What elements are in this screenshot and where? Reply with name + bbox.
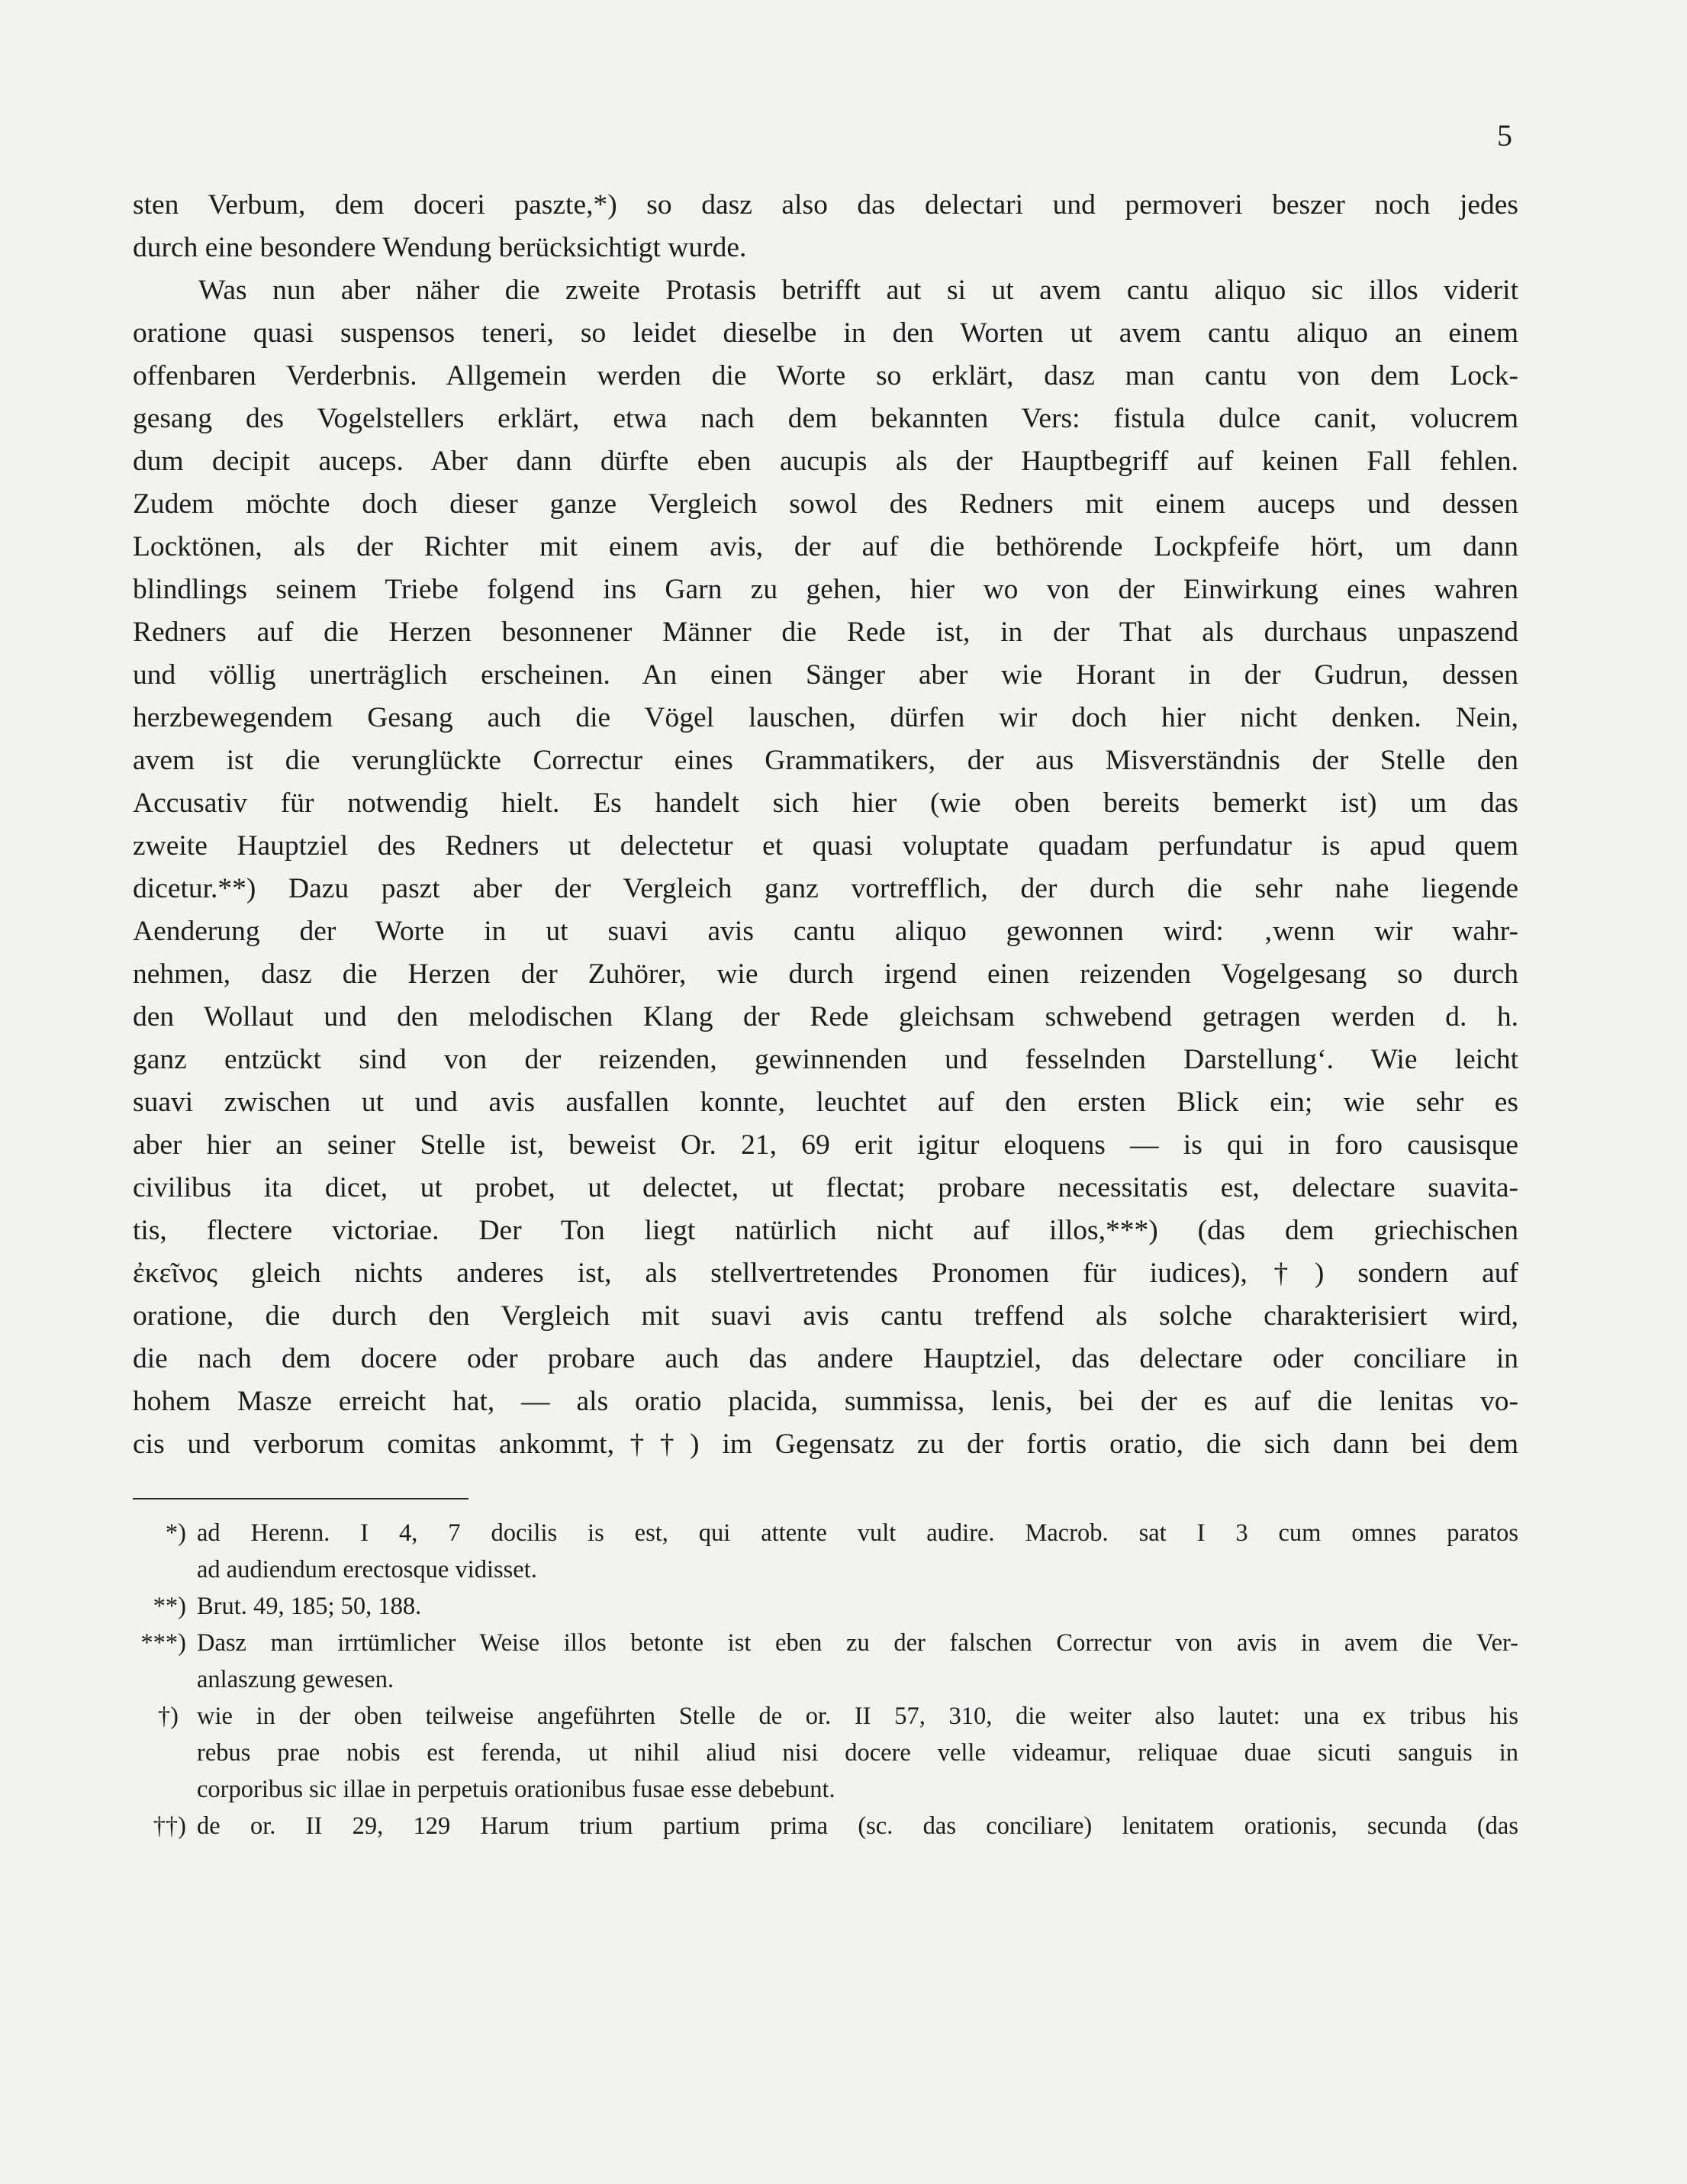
footnote-mark: **) xyxy=(153,1593,186,1620)
footnote-mark: ***) xyxy=(140,1629,186,1657)
footnote-mark: *) xyxy=(165,1519,186,1547)
text-line: sten Verbum, dem doceri paszte,*) so dasz also das delectari und permoveri beszer noch jedes xyxy=(133,189,1518,221)
text-line: zweite Hauptziel des Redners ut delectetur et quasi voluptate quadam perfundatur is apud quem xyxy=(133,830,1518,862)
text-line: dicetur.**) Dazu paszt aber der Vergleich ganz vortrefflich, der durch die sehr nahe liegende xyxy=(133,873,1518,904)
text-line: Was nun aber näher die zweite Protasis betrifft aut si ut avem cantu aliquo sic illos viderit xyxy=(198,275,1518,306)
footnote-line: anlaszung gewesen. xyxy=(197,1666,394,1693)
text-line: Locktönen, als der Richter mit einem avis, der auf die bethörende Lockpfeife hört, um dann xyxy=(133,531,1518,562)
footnote-line: de or. II 29, 129 Harum trium partium prima (sc. das conciliare) lenitatem orationis, secunda (das xyxy=(197,1812,1518,1840)
text-line: Zudem möchte doch dieser ganze Vergleich sowol des Redners mit einem auceps und dessen xyxy=(133,488,1518,520)
text-line: suavi zwischen ut und avis ausfallen konnte, leuchtet auf den ersten Blick ein; wie sehr es xyxy=(133,1087,1518,1118)
footnote-line: rebus prae nobis est ferenda, ut nihil aliud nisi docere velle videamur, reliquae duae sicuti sanguis in xyxy=(197,1739,1518,1767)
footnote-line: corporibus sic illae in perpetuis orationibus fusae esse debebunt. xyxy=(197,1776,835,1803)
text-line: und völlig unerträglich erscheinen. An einen Sänger aber wie Horant in der Gudrun, dessen xyxy=(133,659,1518,691)
footnote-line: Brut. 49, 185; 50, 188. xyxy=(197,1593,422,1620)
text-line: blindlings seinem Triebe folgend ins Garn zu gehen, hier wo von der Einwirkung eines wahren xyxy=(133,574,1518,605)
text-line: die nach dem docere oder probare auch das andere Hauptziel, das delectare oder conciliare in xyxy=(133,1343,1518,1374)
footnote-line: ad audiendum erectosque vidisset. xyxy=(197,1556,537,1583)
footnote-divider xyxy=(133,1498,468,1499)
text-line: gesang des Vogelstellers erklärt, etwa nach dem bekannten Vers: fistula dulce canit, volucrem xyxy=(133,403,1518,434)
footnote-line: Dasz man irrtümlicher Weise illos betonte ist eben zu der falschen Correctur von avis in avem die Ver- xyxy=(197,1629,1518,1657)
text-line: durch eine besondere Wendung berücksichtigt wurde. xyxy=(133,232,747,263)
text-line: den Wollaut und den melodischen Klang der Rede gleichsam schwebend getragen werden d. h. xyxy=(133,1001,1518,1032)
footnote-line: ad Herenn. I 4, 7 docilis is est, qui attente vult audire. Macrob. sat I 3 cum omnes paratos xyxy=(197,1519,1518,1547)
text-line: dum decipit auceps. Aber dann dürfte eben aucupis als der Hauptbegriff auf keinen Fall fehlen. xyxy=(133,446,1518,477)
text-line: cis und verborum comitas ankommt,††) im Gegensatz zu der fortis oratio, die sich dann bei dem xyxy=(133,1429,1518,1460)
text-line: civilibus ita dicet, ut probet, ut delectet, ut flectat; probare necessitatis est, delectare suavita- xyxy=(133,1172,1518,1203)
text-line: oratione quasi suspensos teneri, so leidet dieselbe in den Worten ut avem cantu aliquo an einem xyxy=(133,317,1518,349)
text-line: Aenderung der Worte in ut suavi avis cantu aliquo gewonnen wird: ‚wenn wir wahr- xyxy=(133,916,1518,947)
page-number: 5 xyxy=(1497,118,1512,153)
text-line: Accusativ für notwendig hielt. Es handelt sich hier (wie oben bereits bemerkt ist) um das xyxy=(133,788,1518,819)
text-line: herzbewegendem Gesang auch die Vögel lauschen, dürfen wir doch hier nicht denken. Nein, xyxy=(133,702,1518,733)
text-line: nehmen, dasz die Herzen der Zuhörer, wie durch irgend einen reizenden Vogelgesang so durch xyxy=(133,958,1518,990)
text-line: aber hier an seiner Stelle ist, beweist Or. 21, 69 erit igitur eloquens — is qui in foro causisque xyxy=(133,1129,1518,1161)
footnote-mark: ††) xyxy=(153,1812,186,1840)
footnote-mark: †) xyxy=(157,1702,179,1730)
footnote-line: wie in der oben teilweise angeführten Stelle de or. II 57, 310, die weiter also lautet: una ex tribus his xyxy=(197,1702,1518,1730)
text-line: Redners auf die Herzen besonnener Männer die Rede ist, in der That als durchaus unpaszend xyxy=(133,617,1518,648)
text-line: oratione, die durch den Vergleich mit suavi avis cantu treffend als solche charakterisiert wird, xyxy=(133,1300,1518,1332)
text-line: hohem Masze erreicht hat, — als oratio placida, summissa, lenis, bei der es auf die lenitas vo- xyxy=(133,1386,1518,1417)
text-line: offenbaren Verderbnis. Allgemein werden die Worte so erklärt, dasz man cantu von dem Lock- xyxy=(133,360,1518,391)
text-line: ganz entzückt sind von der reizenden, gewinnenden und fesselnden Darstellung‘. Wie leicht xyxy=(133,1044,1518,1075)
text-line: ἐκεῖνος gleich nichts anderes ist, als stellvertretendes Pronomen für iudices),†) sondern auf xyxy=(133,1258,1518,1289)
text-line: tis, flectere victoriae. Der Ton liegt natürlich nicht auf illos,***) (das dem griechischen xyxy=(133,1215,1518,1246)
text-line: avem ist die verunglückte Correctur eines Grammatikers, der aus Misverständnis der Stelle den xyxy=(133,745,1518,776)
